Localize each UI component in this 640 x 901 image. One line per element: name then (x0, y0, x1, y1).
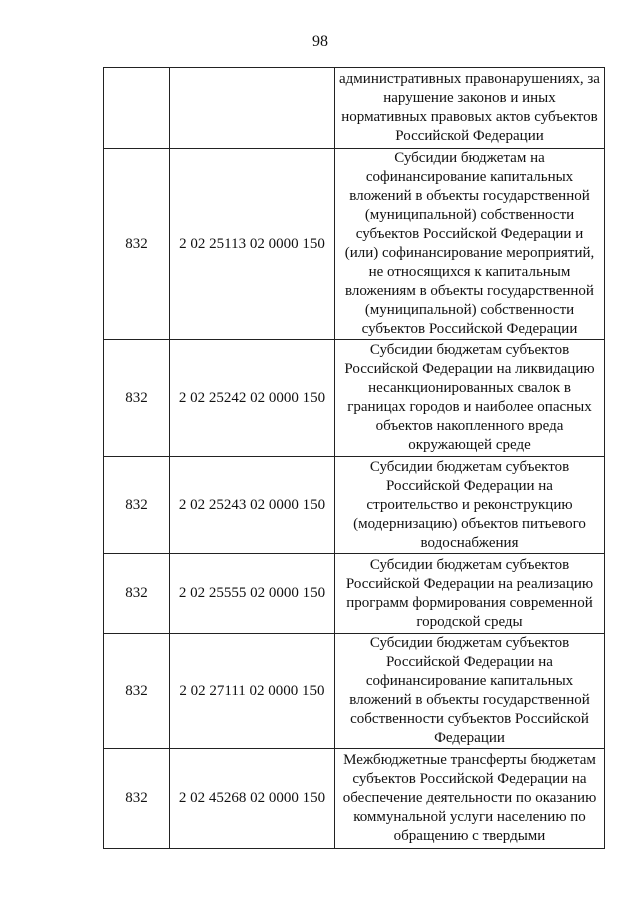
revenue-code-cell (170, 68, 335, 149)
admin-code-cell: 832 (104, 749, 170, 849)
admin-code-cell (104, 68, 170, 149)
revenue-name-cell: Субсидии бюджетам субъектов Российской Федерации на реализацию программ формирования современной городской среды (335, 554, 605, 634)
admin-code-cell: 832 (104, 457, 170, 554)
table-row (104, 340, 605, 457)
revenue-code-cell: 2 02 25242 02 0000 150 (170, 340, 335, 457)
admin-code-cell: 832 (104, 340, 170, 457)
revenue-code-cell: 2 02 25555 02 0000 150 (170, 554, 335, 634)
table-row (104, 554, 605, 634)
revenue-name-cell: Субсидии бюджетам субъектов Российской Федерации на ликвидацию несанкционированных свалок в границах городов и наиболее опасных объектов накопленного вреда окружающей среде (335, 340, 605, 457)
revenue-name-cell: Субсидии бюджетам субъектов Российской Федерации на строительство и реконструкцию (модернизацию) объектов питьевого водоснабжения (335, 457, 605, 554)
table-row (104, 634, 605, 749)
page-number: 98 (312, 33, 328, 50)
revenue-name-cell: Межбюджетные трансферты бюджетам субъектов Российской Федерации на обеспечение деятельности по оказанию коммунальной услуги населению по обращению с твердыми (335, 749, 605, 849)
admin-code-cell: 832 (104, 554, 170, 634)
revenue-name-cell: Субсидии бюджетам субъектов Российской Федерации на софинансирование капитальных вложений в объекты государственной собственности субъектов Российской Федерации (335, 634, 605, 749)
revenue-name-cell: административных правонарушениях, за нарушение законов и иных нормативных правовых актов субъектов Российской Федерации (335, 68, 605, 149)
admin-code-cell: 832 (104, 149, 170, 340)
revenue-code-cell: 2 02 45268 02 0000 150 (170, 749, 335, 849)
table-row (104, 457, 605, 554)
revenue-code-cell: 2 02 25113 02 0000 150 (170, 149, 335, 340)
table-row (104, 749, 605, 849)
admin-code-cell: 832 (104, 634, 170, 749)
table-row (104, 68, 605, 149)
revenue-code-cell: 2 02 25243 02 0000 150 (170, 457, 335, 554)
revenue-name-cell: Субсидии бюджетам на софинансирование капитальных вложений в объекты государственной (муниципальной) собственности субъектов Российской Федерации и (или) софинансирование мероприятий, не относящихся к капитальным вложениям в объекты государственной (муниципальной) собственности субъектов Российской Федерации (335, 149, 605, 340)
table-row (104, 149, 605, 340)
budget-revenue-table (103, 67, 605, 849)
revenue-code-cell: 2 02 27111 02 0000 150 (170, 634, 335, 749)
